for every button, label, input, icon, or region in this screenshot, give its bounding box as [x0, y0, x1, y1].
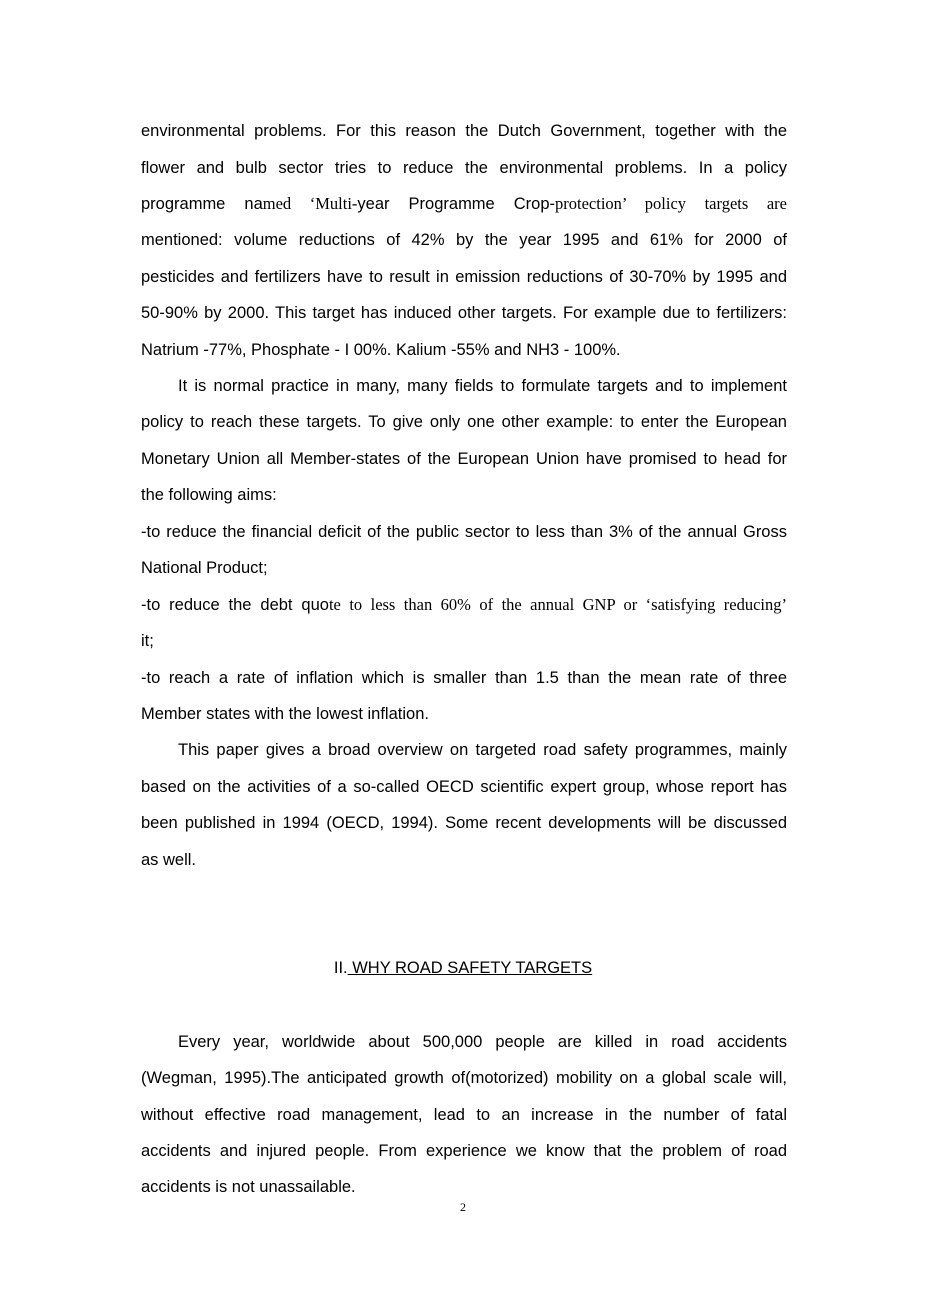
paragraph-1-line-2: flower and bulb sector tries to reduce the environmental problems. In a policy: [141, 159, 787, 177]
paragraph-1-line-7: Natrium -77%, Phosphate - I 00%. Kalium -55% and NH3 - 100%.: [141, 341, 621, 359]
text-fragment: year Programme Crop-: [357, 195, 556, 213]
paragraph-4-line-3: without effective road management, lead to an increase in the number of fatal: [141, 1106, 787, 1124]
section-heading: [0, 958, 926, 978]
paragraph-3-line-2: based on the activities of a so-called OECD scientific expert group, whose report has: [141, 778, 787, 796]
paragraph-1-line-1: environmental problems. For this reason the Dutch Government, together with the: [141, 122, 787, 140]
paragraph-2-line-3: Monetary Union all Member-states of the European Union have promised to head for: [141, 450, 787, 468]
section-number: II.: [333, 959, 348, 977]
paragraph-1-line-3: [141, 194, 787, 214]
paragraph-2-line-4: the following aims:: [141, 486, 277, 504]
text-fragment: protection’ policy targets are: [555, 194, 787, 213]
aim-2-line-1: [141, 595, 787, 615]
paragraph-1-line-4: mentioned: volume reductions of 42% by the year 1995 and 61% for 2000 of: [141, 231, 787, 249]
paragraph-3-line-1: This paper gives a broad overview on targeted road safety programmes, mainly: [178, 741, 787, 759]
paragraph-3-line-4: as well.: [141, 851, 197, 869]
aim-1-line-1: -to reduce the financial deficit of the public sector to less than 3% of the annual Gross: [141, 523, 787, 541]
paragraph-2-line-2: policy to reach these targets. To give only one other example: to enter the European: [141, 413, 787, 431]
paragraph-4-line-4: accidents and injured people. From experience we know that the problem of road: [141, 1142, 787, 1160]
paragraph-1-line-5: pesticides and fertilizers have to result in emission reductions of 30-70% by 1995 and: [141, 268, 787, 286]
text-fragment: -to reduce the debt quo: [141, 596, 329, 614]
paragraph-4-line-1: Every year, worldwide about 500,000 people are killed in road accidents: [178, 1033, 787, 1051]
aim-1-line-2: National Product;: [141, 559, 268, 577]
section-title: WHY ROAD SAFETY TARGETS: [347, 959, 593, 977]
paragraph-1-line-6: 50-90% by 2000. This target has induced other targets. For example due to fertilizers:: [141, 304, 787, 322]
page-number: 2: [460, 1200, 466, 1214]
paragraph-4-line-5: accidents is not unassailable.: [141, 1178, 356, 1196]
aim-2-line-2: it;: [141, 632, 154, 650]
aim-3-line-2: Member states with the lowest inflation.: [141, 705, 429, 723]
aim-3-line-1: -to reach a rate of inflation which is smaller than 1.5 than the mean rate of three: [141, 669, 787, 687]
paragraph-4-line-2: (Wegman, 1995).The anticipated growth of(motorized) mobility on a global scale will,: [141, 1069, 787, 1087]
text-fragment: med ‘Multi-: [262, 194, 358, 213]
text-fragment: te to less than 60% of the annual GNP or ‘satisfying reducing’: [328, 595, 788, 614]
paragraph-3-line-3: been published in 1994 (OECD, 1994). Some recent developments will be discussed: [141, 814, 787, 832]
text-fragment: programme na: [141, 195, 263, 213]
paragraph-2-line-1: It is normal practice in many, many fields to formulate targets and to implement: [178, 377, 787, 395]
